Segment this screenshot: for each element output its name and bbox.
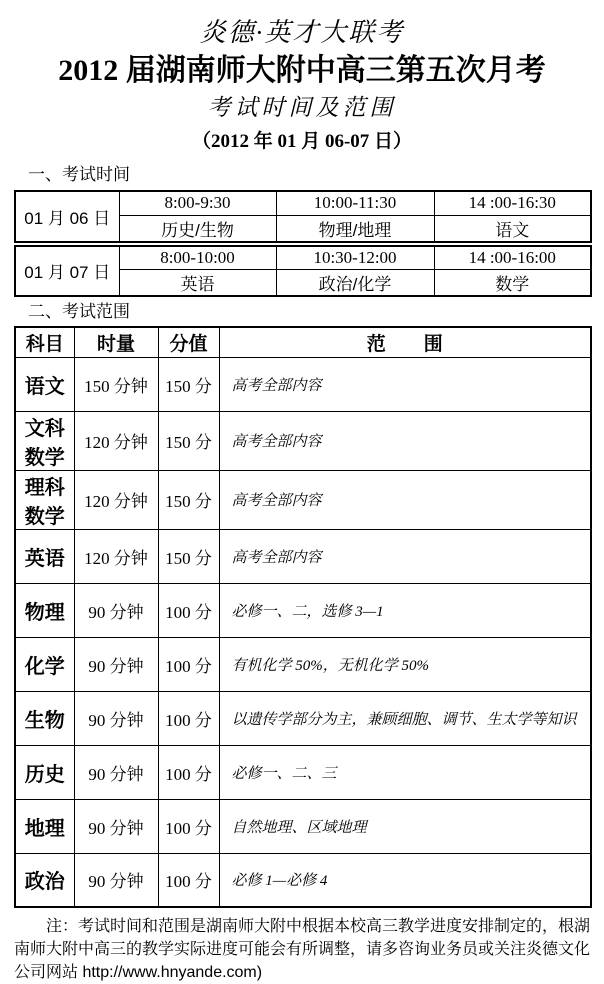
scope-cell: 必修一、二、三 xyxy=(219,745,591,799)
day1-session1-subject: 历史/生物 xyxy=(119,215,276,242)
duration-cell: 90 分钟 xyxy=(74,853,158,907)
score-cell: 100 分 xyxy=(158,583,219,637)
subject-cell: 理科数学 xyxy=(15,470,74,529)
exam-scope-table xyxy=(14,326,592,908)
subject-cell: 生物 xyxy=(15,691,74,745)
subject-cell: 历史 xyxy=(15,745,74,799)
table-row-biology xyxy=(15,691,591,745)
exam-title: 2012 届湖南师大附中高三第五次月考 xyxy=(58,54,546,87)
day1-session1-time: 8:00-9:30 xyxy=(119,191,276,215)
table-row-chinese xyxy=(15,357,591,411)
score-cell: 100 分 xyxy=(158,799,219,853)
score-cell: 150 分 xyxy=(158,357,219,411)
subject-cell: 物理 xyxy=(15,583,74,637)
day2-session3-time: 14 :00-16:00 xyxy=(434,246,591,270)
table-row-science-math xyxy=(15,470,591,529)
duration-cell: 120 分钟 xyxy=(74,470,158,529)
day2-session3-subject: 数学 xyxy=(434,270,591,297)
scope-header-row xyxy=(15,327,591,357)
day2-date-cell: 01 月 07 日 xyxy=(15,246,119,297)
day1-date-cell: 01 月 06 日 xyxy=(15,191,119,242)
duration-cell: 90 分钟 xyxy=(74,637,158,691)
table-row-politics xyxy=(15,853,591,907)
score-cell: 100 分 xyxy=(158,691,219,745)
day1-session2-time: 10:00-11:30 xyxy=(276,191,434,215)
day2-session1-time: 8:00-10:00 xyxy=(119,246,276,270)
scope-cell: 以遗传学部分为主，兼顾细胞、调节、生太学等知识 xyxy=(219,691,591,745)
scope-cell: 有机化学 50%，无机化学 50% xyxy=(219,637,591,691)
exam-time-table-day1 xyxy=(14,190,592,243)
day2-session1-subject: 英语 xyxy=(119,270,276,297)
col-header-subject: 科目 xyxy=(15,327,74,357)
subject-cell: 语文 xyxy=(15,357,74,411)
scope-cell: 必修一、二，选修 3—1 xyxy=(219,583,591,637)
subject-cell: 地理 xyxy=(15,799,74,853)
scope-cell: 高考全部内容 xyxy=(219,470,591,529)
table-row-chemistry xyxy=(15,637,591,691)
duration-cell: 150 分钟 xyxy=(74,357,158,411)
score-cell: 150 分 xyxy=(158,470,219,529)
subject-cell: 化学 xyxy=(15,637,74,691)
score-cell: 150 分 xyxy=(158,411,219,470)
subject-cell: 文科数学 xyxy=(15,411,74,470)
duration-cell: 120 分钟 xyxy=(74,529,158,583)
col-header-duration: 时量 xyxy=(74,327,158,357)
exam-date-range: （2012 年 01 月 06-07 日） xyxy=(191,131,413,152)
scope-cell: 高考全部内容 xyxy=(219,357,591,411)
scope-cell: 高考全部内容 xyxy=(219,529,591,583)
day1-session3-subject: 语文 xyxy=(434,215,591,242)
brand-title: 炎德·英才大联考 xyxy=(199,18,405,47)
day1-session3-time: 14 :00-16:30 xyxy=(434,191,591,215)
subject-cell: 英语 xyxy=(15,529,74,583)
duration-cell: 90 分钟 xyxy=(74,691,158,745)
footnote: 注：考试时间和范围是湖南师大附中根据本校高三教学进度安排制定的，根湖南师大附中高三的教学实际进度可能会有所调整，请多咨询业务员或关注炎德文化公司网站 http://www.hnyande.com) xyxy=(14,918,591,981)
score-cell: 100 分 xyxy=(158,745,219,799)
table-row-liberal-arts-math xyxy=(15,411,591,470)
duration-cell: 120 分钟 xyxy=(74,411,158,470)
duration-cell: 90 分钟 xyxy=(74,799,158,853)
day1-session2-subject: 物理/地理 xyxy=(276,215,434,242)
table-row-history xyxy=(15,745,591,799)
table-row-geography xyxy=(15,799,591,853)
col-header-scope: 范 围 xyxy=(219,327,591,357)
score-cell: 100 分 xyxy=(158,853,219,907)
duration-cell: 90 分钟 xyxy=(74,583,158,637)
document-page xyxy=(0,16,604,981)
scope-cell: 必修 1—必修 4 xyxy=(219,853,591,907)
section-exam-time-label: 一、考试时间 xyxy=(28,165,130,184)
exam-time-table-day2 xyxy=(14,245,592,298)
scope-cell: 高考全部内容 xyxy=(219,411,591,470)
section-exam-scope-label: 二、考试范围 xyxy=(28,302,130,321)
scope-cell: 自然地理、区域地理 xyxy=(219,799,591,853)
day2-session2-subject: 政治/化学 xyxy=(276,270,434,297)
duration-cell: 90 分钟 xyxy=(74,745,158,799)
table-row-english xyxy=(15,529,591,583)
score-cell: 150 分 xyxy=(158,529,219,583)
document-subtitle: 考试时间及范围 xyxy=(207,95,397,120)
table-row-physics xyxy=(15,583,591,637)
col-header-score: 分值 xyxy=(158,327,219,357)
subject-cell: 政治 xyxy=(15,853,74,907)
score-cell: 100 分 xyxy=(158,637,219,691)
day2-session2-time: 10:30-12:00 xyxy=(276,246,434,270)
